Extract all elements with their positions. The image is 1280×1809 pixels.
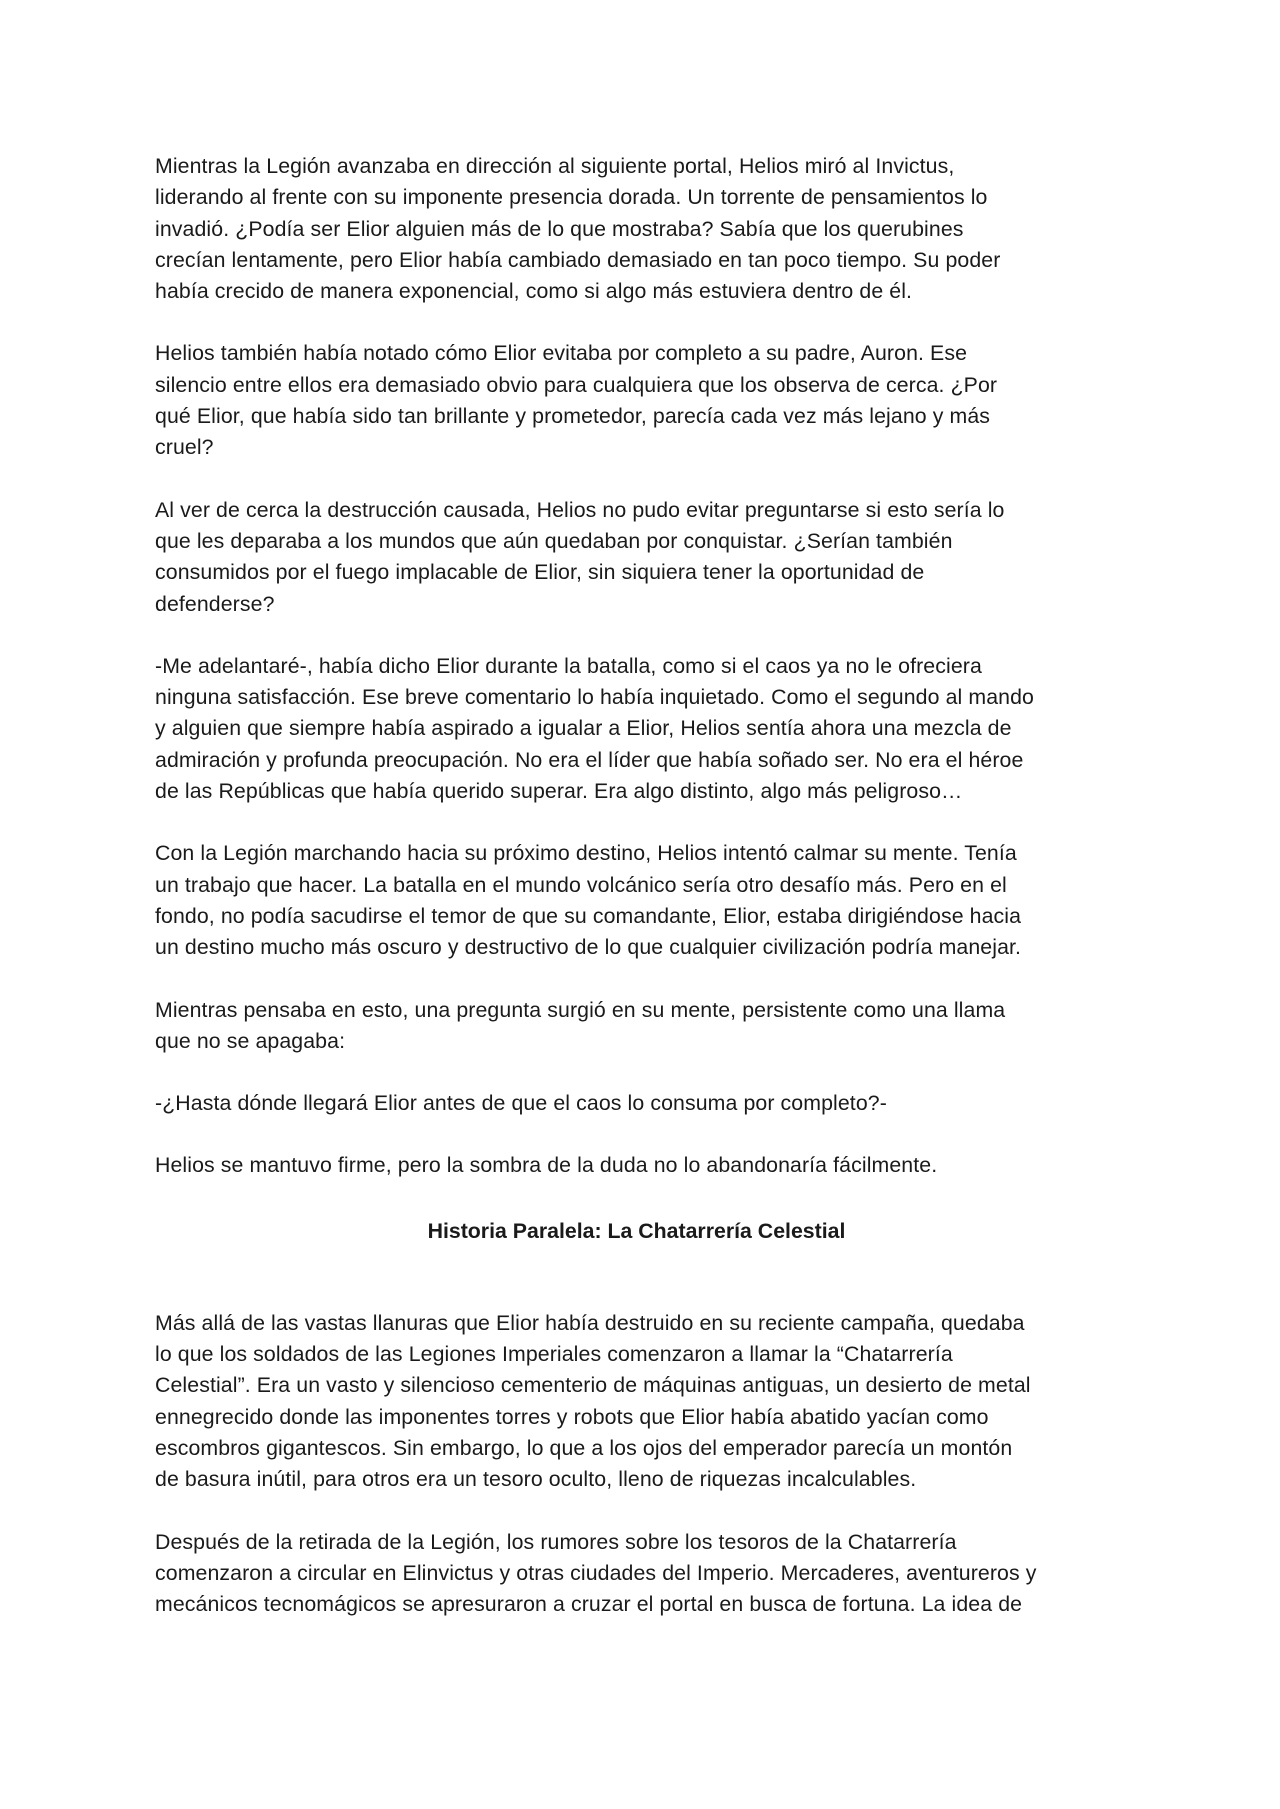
section-heading: Historia Paralela: La Chatarrería Celestial bbox=[427, 1218, 846, 1243]
paragraph-10: Después de la retirada de la Legión, los rumores sobre los tesoros de la Chatarrería comenzaron a circular en Elinvictus y otras ciudades del Imperio. Mercaderes, aventureros y mecánicos tecnomágicos se apresuraron a cruzar el portal en busca de fortuna. La idea de bbox=[155, 1529, 1037, 1617]
paragraph-7-quote: -¿Hasta dónde llegará Elior antes de que el caos lo consuma por completo?- bbox=[155, 1091, 887, 1116]
paragraph-3: Al ver de cerca la destrucción causada, Helios no pudo evitar preguntarse si esto sería lo que les deparaba a los mundos que aún quedaban por conquistar. ¿Serían también consumidos por el fuego implacable de Elior, sin siquiera tener la oportunidad de defenderse? bbox=[155, 497, 1005, 616]
paragraph-4: -Me adelantaré-, había dicho Elior durante la batalla, como si el caos ya no le ofreciera ninguna satisfacción. Ese breve comentario lo había inquietado. Como el segundo al mando y alguien que siempre había aspirado a igualar a Elior, Helios sentía ahora una mezcla de admiración y profunda preocupación. No era el líder que había soñado ser. No era el héroe de las Repúblicas que había querido superar. Era algo distinto, algo más peligroso… bbox=[155, 653, 1034, 804]
paragraph-1: Mientras la Legión avanzaba en dirección al siguiente portal, Helios miró al Invictus, liderando al frente con su imponente presencia dorada. Un torrente de pensamientos lo invadió. ¿Podía ser Elior alguien más de lo que mostraba? Sabía que los querubines crecían lentamente, pero Elior había cambiado demasiado en tan poco tiempo. Su poder había crecido de manera exponencial, como si algo más estuviera dentro de él. bbox=[155, 154, 1001, 304]
paragraph-2: Helios también había notado cómo Elior evitaba por completo a su padre, Auron. Ese silencio entre ellos era demasiado obvio para cualquiera que los observa de cerca. ¿Por qué Elior, que había sido tan brillante y prometedor, parecía cada vez más lejano y más cruel? bbox=[155, 341, 998, 460]
paragraph-6: Mientras pensaba en esto, una pregunta surgió en su mente, persistente como una llama que no se apagaba: bbox=[155, 997, 1006, 1053]
paragraph-8: Helios se mantuvo firme, pero la sombra de la duda no lo abandonaría fácilmente. bbox=[155, 1153, 938, 1178]
paragraph-9: Más allá de las vastas llanuras que Elior había destruido en su reciente campaña, quedaba lo que los soldados de las Legiones Imperiales comenzaron a llamar la “Chatarrería Celestial”. Era un vasto y silencioso cementerio de máquinas antiguas, un desierto de metal ennegrecido donde las imponentes torres y robots que Elior había abatido yacían como escombros gigantescos. Sin embargo, lo que a los ojos del emperador parecía un montón de basura inútil, para otros era un tesoro oculto, lleno de riquezas incalculables. bbox=[155, 1310, 1031, 1492]
paragraph-5: Con la Legión marchando hacia su próximo destino, Helios intentó calmar su mente. Tenía un trabajo que hacer. La batalla en el mundo volcánico sería otro desafío más. Pero en el fondo, no podía sacudirse el temor de que su comandante, Elior, estaba dirigiéndose hacia un destino mucho más oscuro y destructivo de lo que cualquier civilización podría manejar. bbox=[155, 841, 1022, 960]
